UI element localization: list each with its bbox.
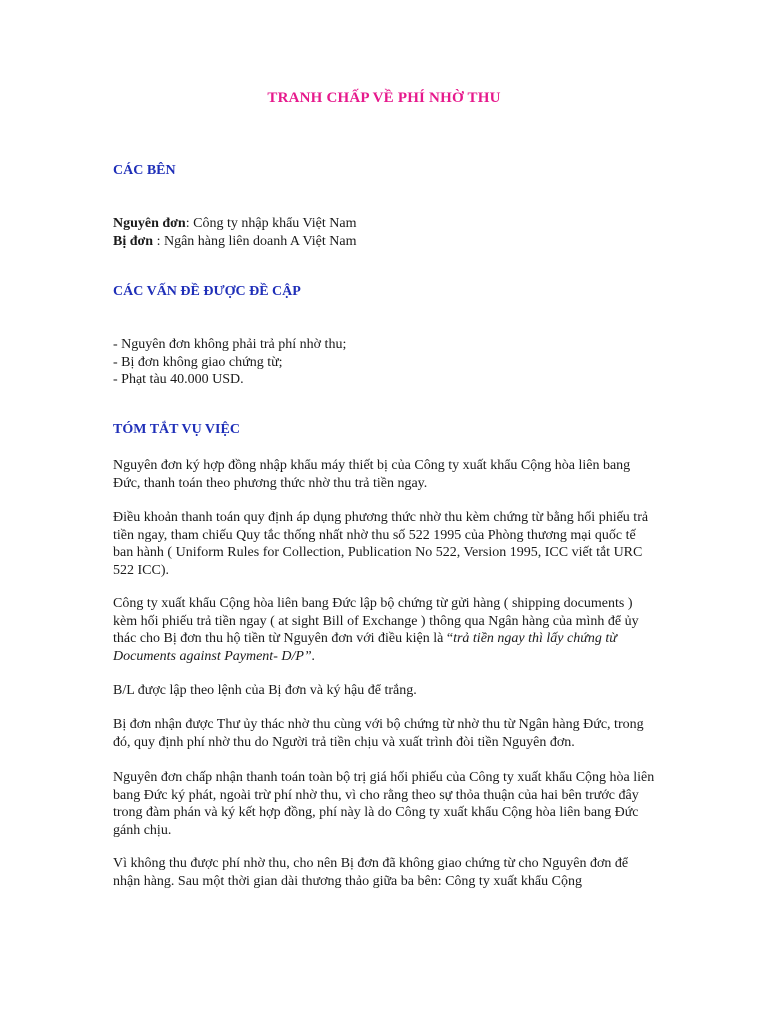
summary-paragraph: Nguyên đơn chấp nhận thanh toán toàn bộ trị giá hối phiếu của Công ty xuất khẩu Cộng hòa liên bang Đức ký phát, ngoài trừ phí nhờ thu, vì cho rằng theo sự thỏa thuận của hai bên trước đây trong đàm phán và ký kết hợp đồng, phí này là do Công ty xuất khẩu Cộng hòa liên bang Đức gánh chịu. (113, 770, 655, 838)
document-title: TRANH CHẤP VỀ PHÍ NHỜ THU (267, 90, 501, 106)
summary-paragraph: Bị đơn nhận được Thư ủy thác nhờ thu cùng với bộ chứng từ nhờ thu từ Ngân hàng Đức, trong đó, quy định phí nhờ thu do Người trả tiền chịu và xuất trình đòi tiền Nguyên đơn. (113, 717, 644, 750)
summary-paragraph: B/L được lập theo lệnh của Bị đơn và ký hậu để trắng. (113, 683, 417, 698)
summary-paragraph-italic: trả tiền ngay thì lấy chứng từ Documents against Payment- D/P”. (113, 631, 617, 664)
summary-paragraph (113, 595, 658, 665)
defendant-line (113, 233, 658, 251)
defendant-value: : Ngân hàng liên doanh A Việt Nam (153, 233, 357, 249)
summary-paragraph-text: Công ty xuất khẩu Cộng hòa liên bang Đức lập bộ chứng từ gửi hàng ( shipping documents ) kèm hối phiếu trả tiền ngay ( at sight Bill of Exchange ) thông qua Ngân hàng của mình để ủy thác cho Bị đơn thu hộ tiền từ Nguyên đơn với điều kiện là “ (113, 596, 639, 646)
defendant-label: Bị đơn (113, 233, 154, 249)
plaintiff-line (113, 215, 658, 233)
summary-paragraph: Điều khoản thanh toán quy định áp dụng phương thức nhờ thu kèm chứng từ bằng hối phiếu trả tiền ngay, tham chiếu Quy tắc thống nhất nhờ thu số 522 1995 của Phòng thương mại quốc tế ban hành ( Uniform Rules for Collection, Publication No 522, Version 1995, ICC viết tắt URC 522 ICC). (113, 510, 649, 578)
issue-item: - Phạt tàu 40.000 USD. (113, 372, 244, 387)
section-heading-summary: TÓM TẮT VỤ VIỆC (113, 422, 240, 437)
issues-list (113, 336, 658, 389)
section-heading-issues: CÁC VẤN ĐỀ ĐƯỢC ĐỀ CẬP (113, 284, 301, 299)
parties-block (113, 215, 658, 250)
issue-item: - Nguyên đơn không phải trả phí nhờ thu; (113, 337, 347, 352)
plaintiff-label: Nguyên đơn (113, 216, 186, 231)
plaintiff-value: : Công ty nhập khẩu Việt Nam (185, 216, 357, 231)
summary-paragraph: Nguyên đơn ký hợp đồng nhập khẩu máy thiết bị của Công ty xuất khẩu Cộng hòa liên bang Đức, thanh toán theo phương thức nhờ thu trả tiền ngay. (113, 458, 631, 491)
summary-paragraph: Vì không thu được phí nhờ thu, cho nên Bị đơn đã không giao chứng từ cho Nguyên đơn để nhận hàng. Sau một thời gian dài thương thảo giữa ba bên: Công ty xuất khẩu Cộng (113, 856, 629, 889)
section-heading-parties: CÁC BÊN (113, 163, 176, 178)
issue-item: - Bị đơn không giao chứng từ; (113, 354, 283, 370)
